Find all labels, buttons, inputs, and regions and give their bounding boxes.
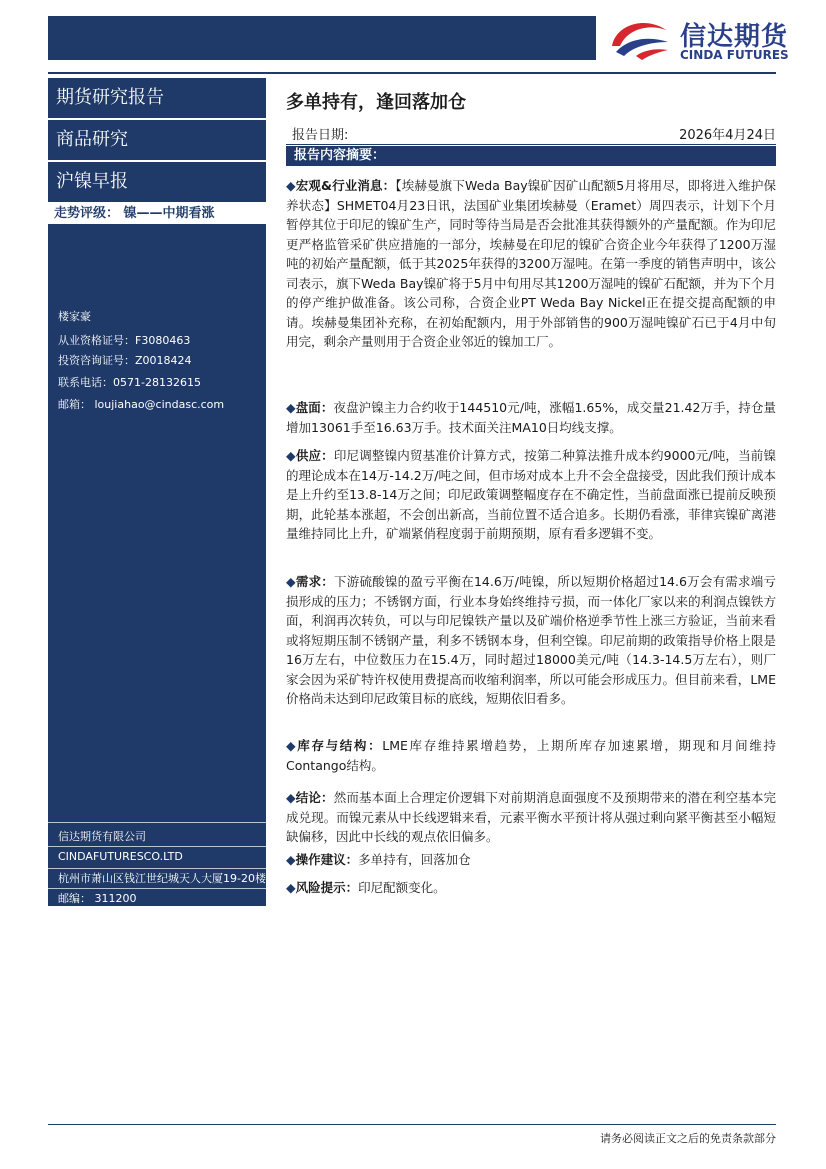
paragraph-market [286, 398, 776, 437]
paragraph-text: 多单持有，回落加仓 [358, 852, 471, 867]
trend-rating: 走势评级： 镍——中期看涨 [54, 206, 215, 221]
company-name-cn: 信达期货有限公司 [58, 830, 146, 843]
report-date-label: 报告日期: [292, 128, 349, 143]
footer-disclaimer: 请务必阅读正文之后的免责条款部分 [600, 1132, 776, 1145]
paragraph-text: 然而基本面上合理定价逻辑下对前期消息面强度不及预期带来的潜在利空基本完成兑现。而镍元素从中长线逻辑来看，元素平衡水平预计将从强过剩向紧平衡甚至小幅短缺偏移，因此中长线的观点依旧偏多。 [286, 790, 776, 844]
paragraph-risk [286, 878, 776, 898]
paragraph-label: 结论： [295, 790, 334, 805]
date-divider [286, 144, 776, 145]
paragraph-text: 印尼配额变化。 [358, 880, 446, 895]
paragraph-label: 供应： [295, 448, 334, 463]
paragraph-label: 库存与结构： [297, 738, 383, 753]
analyst-cert: 从业资格证号：F3080463 [58, 334, 191, 347]
footer-divider [48, 1124, 776, 1125]
cinda-logo-icon [606, 16, 672, 62]
paragraph-conclusion [286, 788, 776, 847]
analyst-panel [48, 226, 266, 906]
analyst-phone: 联系电话：0571-28132615 [58, 376, 201, 389]
diamond-bullet-icon: ◆ [286, 852, 296, 867]
diamond-bullet-icon: ◆ [286, 178, 296, 193]
paragraph-label: 宏观&行业消息： [295, 178, 396, 193]
diamond-bullet-icon: ◆ [286, 574, 296, 589]
report-type-label: 期货研究报告 [48, 78, 266, 118]
logo-text-cn: 信达期货 [680, 22, 789, 52]
analyst-email[interactable]: 邮箱： loujiahao@cindasc.com [58, 398, 225, 411]
diamond-bullet-icon: ◆ [286, 880, 296, 895]
paragraph-label: 风险提示： [295, 880, 359, 895]
paragraph-supply [286, 446, 776, 544]
diamond-bullet-icon: ◆ [286, 448, 296, 463]
paragraph-label: 操作建议： [295, 852, 359, 867]
paragraph-advice [286, 850, 776, 870]
company-address: 杭州市萧山区钱江世纪城天人大厦19-20楼 [58, 872, 266, 885]
paragraph-label: 盘面： [295, 400, 334, 415]
paragraph-demand [286, 572, 776, 709]
diamond-bullet-icon: ◆ [286, 738, 298, 753]
paragraph-text: LME库存维持累增趋势，上期所库存加速累增，期现和月间维持Contango结构。 [286, 738, 776, 773]
paragraph-inventory [286, 736, 776, 775]
header-banner [48, 16, 596, 60]
sidebar [48, 76, 266, 906]
company-divider [48, 846, 266, 847]
company-postcode: 邮编： 311200 [58, 892, 137, 905]
cinda-logo [606, 14, 796, 64]
paragraph-text: 夜盘沪镍主力合约收于144510元/吨，涨幅1.65%，成交量21.42万手，持仓量增加13061手至16.63万手。技术面关注MA10日均线支撑。 [286, 400, 776, 435]
paragraph-label: 需求： [295, 574, 335, 589]
paragraph-text: 印尼调整镍内贸基准价计算方式，按第二种算法推升成本约9000元/吨，当前镍的理论成本在14万-14.2万/吨之间，但市场对成本上升不会全盘接受，因此我们预计成本是上升约至13.8-14万之间；印尼政策调整幅度存在不确定性，当前盘面涨已提前反映预期，此轮基本涨超，不会创出新高，当前位置不适合追多。长期仍看涨，菲律宾镍矿离港量维持同比上升，矿端紧俏程度弱于前期预期，原有看多逻辑不变。 [286, 448, 776, 541]
paragraph-text: 下游硫酸镍的盈亏平衡在14.6万/吨镍，所以短期价格超过14.6万会有需求端亏损形成的压力；不锈钢方面，行业本身始终维持亏损，而一体化厂家以来的利润点镍铁方面，利润再次转负，可以与印尼镍铁产量以及矿端价格逆季节性上涨三方验证，当前来看或将短期压制不锈钢产量，利多不锈钢本身，但利空镍。印尼前期的政策指导价格上限是16万左右，中位数压力在15.4万，同时超过18000美元/吨（14.3-14.5万左右），则厂家会因为采矿特许权使用费提高而收缩利润率，所以可能会形成压力。但目前来看，LME价格尚未达到印尼政策目标的底线，短期依旧看多。 [286, 574, 776, 706]
company-divider [48, 888, 266, 889]
report-date-value: 2026年4月24日 [679, 128, 776, 143]
header-divider [48, 72, 776, 74]
diamond-bullet-icon: ◆ [286, 400, 296, 415]
company-divider [48, 822, 266, 823]
paragraph-text: 【埃赫曼旗下Weda Bay镍矿因矿山配额5月将用尽，即将进入维护保养状态】SHMET04月23日讯，法国矿业集团埃赫曼（Eramet）周四表示，计划下个月暂停其位于印尼的镍矿生产，同时等待当局是否会批准其获得额外的产量配额。作为印尼更严格监管采矿供应措施的一部分，埃赫曼在印尼的镍矿合资企业今年获得了1200万湿吨的初始产量配额，低于其2025年获得的3200万湿吨。在第一季度的销售声明中，该公司表示，旗下Weda Bay镍矿将于5月中旬用尽其1200万湿吨的镍矿石配额，并为下个月的停产维护做准备。该公司称，合资企业PT Weda Bay Nickel正在提交提高配额的申请。埃赫曼集团补充称，在初始配额内，用于外部销售的900万湿吨镍矿石已于4月中旬用完，剩余产量则用于合资企业邻近的镍加工厂。 [286, 178, 776, 349]
company-name-en: CINDAFUTURESCO.LTD [58, 850, 183, 863]
report-title: 多单持有，逢回落加仓 [286, 92, 466, 113]
report-name-label: 沪镍早报 [48, 162, 266, 202]
logo-text-en: CINDA FUTURES [680, 48, 789, 62]
diamond-bullet-icon: ◆ [286, 790, 296, 805]
analyst-consult-cert: 投资咨询证号：Z0018424 [58, 354, 192, 367]
summary-header: 报告内容摘要： [286, 146, 776, 166]
company-divider [48, 868, 266, 869]
paragraph-macro [286, 176, 776, 352]
category-label: 商品研究 [48, 120, 266, 160]
analyst-name: 楼家豪 [58, 310, 91, 323]
